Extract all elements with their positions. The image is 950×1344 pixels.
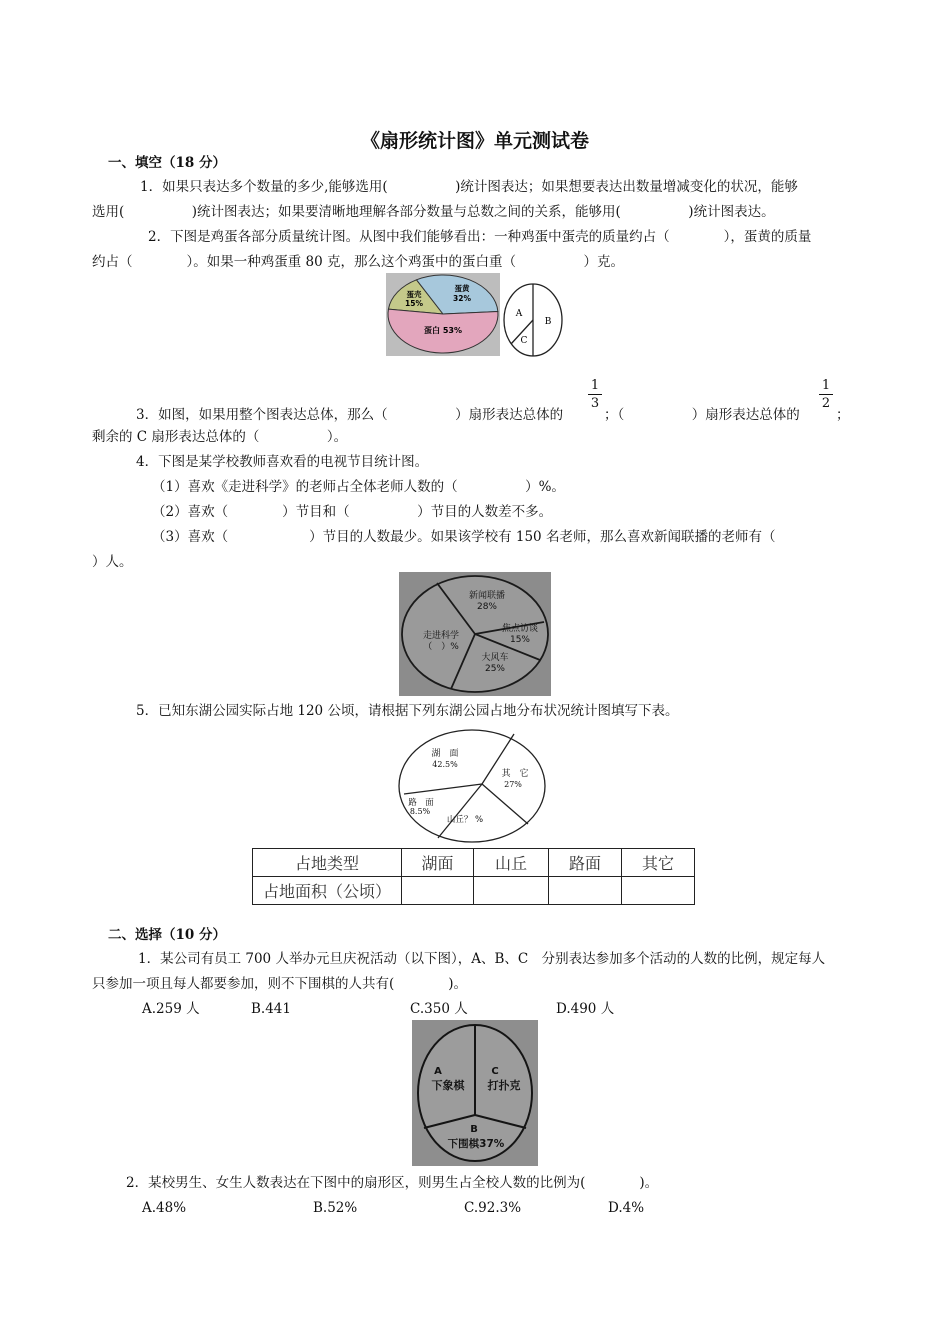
land-header-type: 占地类型 bbox=[253, 849, 402, 877]
egg-label-shell: 蛋壳 bbox=[406, 290, 422, 299]
s2-q1-option-b[interactable]: B.441 bbox=[251, 1001, 291, 1017]
fraction-one-half bbox=[819, 378, 833, 411]
tv-label-windmill: 大风车 bbox=[481, 653, 509, 663]
land-header-lake: 湖面 bbox=[402, 849, 474, 877]
land-table-header-row bbox=[253, 849, 695, 877]
q4-sub3-end: ）人。 bbox=[92, 554, 133, 570]
park-label-other: 其 它 bbox=[501, 769, 529, 779]
tv-label-focus: 焦点访谈 bbox=[501, 624, 539, 634]
land-header-road: 路面 bbox=[549, 849, 622, 877]
activity-pie-chart bbox=[412, 1020, 538, 1166]
s2-q2-option-d[interactable]: D.4% bbox=[608, 1200, 645, 1216]
land-area-hill-cell[interactable] bbox=[474, 877, 549, 905]
q2-line2: 约占（ ）。如果一种鸡蛋重 80 克，那么这个鸡蛋中的蛋白重（ ）克。 bbox=[92, 254, 625, 270]
egg-pie-chart bbox=[386, 273, 500, 356]
abc-circle-diagram bbox=[501, 282, 565, 358]
fraction-one-half-denominator: 2 bbox=[821, 396, 831, 411]
q4-sub2: （2）喜欢（ ）节目和（ ）节目的人数差不多。 bbox=[152, 504, 553, 520]
egg-pct-shell: 15% bbox=[405, 299, 423, 308]
s2-q1-line1: 1．某公司有员工 700 人举办元旦庆祝活动（以下图），A、B、C 分别表达参加多个活动的人数的比例，规定每人 bbox=[138, 951, 826, 967]
land-table-area-row bbox=[253, 877, 695, 905]
land-area-road-cell[interactable] bbox=[549, 877, 622, 905]
s2-q2-line1: 2．某校男生、女生人数表达在下图中的扇形区，则男生占全校人数的比例为( )。 bbox=[126, 1175, 659, 1191]
abc-label-a: A bbox=[515, 309, 523, 319]
fraction-one-third-bar bbox=[588, 394, 602, 395]
activity-letter-c: C bbox=[491, 1066, 499, 1077]
q4-sub3: （3）喜欢（ ）节目的人数最少。如果该学校有 150 名老师，那么喜欢新闻联播的老师有（ bbox=[152, 529, 776, 545]
fraction-one-third-numerator: 1 bbox=[590, 378, 600, 393]
land-header-hill: 山丘 bbox=[474, 849, 549, 877]
park-pct-lake: 42.5% bbox=[432, 760, 458, 769]
s2-q1-line2: 只参加一项且每人都要参加，则不下围棋的人共有( )。 bbox=[92, 976, 468, 992]
tv-pct-science: （ ）% bbox=[423, 642, 459, 652]
abc-label-b: B bbox=[544, 317, 552, 327]
park-pct-other: 27% bbox=[504, 780, 522, 789]
q4-sub1: （1）喜欢《走进科学》的老师占全体老师人数的（ ）%。 bbox=[152, 479, 565, 495]
park-label-lake: 湖 面 bbox=[431, 749, 459, 759]
land-use-table bbox=[252, 848, 695, 905]
s2-q2-option-a[interactable]: A.48% bbox=[142, 1200, 187, 1216]
q3-line1-part-b: ；（ ）扇形表达总体的 bbox=[604, 407, 800, 423]
activity-letter-a: A bbox=[434, 1066, 442, 1077]
tv-pct-windmill: 25% bbox=[484, 664, 506, 674]
egg-pct-yolk: 32% bbox=[453, 294, 471, 303]
page-title: 《扇形统计图》单元测试卷 bbox=[360, 130, 589, 152]
fraction-one-third bbox=[588, 378, 602, 411]
s2-q1-option-a[interactable]: A.259 人 bbox=[142, 1001, 200, 1017]
land-area-other-cell[interactable] bbox=[622, 877, 695, 905]
abc-label-c: C bbox=[520, 336, 528, 346]
section-heading-choice: 二、选择（10 分） bbox=[108, 927, 226, 943]
tv-pct-focus: 15% bbox=[509, 635, 531, 645]
s2-q2-option-c[interactable]: C.92.3% bbox=[464, 1200, 522, 1216]
egg-slices bbox=[388, 275, 498, 353]
q3-line1-part-c: ； bbox=[836, 407, 850, 423]
q1-line1: 1．如果只表达多个数量的多少,能够选用( )统计图表达；如果想要表达出数量增减变化的状况，能够 bbox=[140, 179, 798, 195]
tv-pct-news: 28% bbox=[476, 602, 498, 612]
fraction-one-half-numerator: 1 bbox=[821, 378, 831, 393]
park-label-hill: 山丘？ % bbox=[446, 815, 484, 825]
section-heading-fill-blank: 一、填空（18 分） bbox=[108, 155, 226, 171]
park-chart-outline bbox=[399, 730, 545, 842]
park-label-road: 路 面 bbox=[408, 798, 434, 808]
activity-label-chess: 下象棋 bbox=[431, 1079, 465, 1092]
q3-line2: 剩余的 C 扇形表达总体的（ ）。 bbox=[92, 429, 348, 445]
s2-q2-option-b[interactable]: B.52% bbox=[313, 1200, 358, 1216]
land-header-other: 其它 bbox=[622, 849, 695, 877]
tv-program-pie-chart bbox=[399, 572, 551, 696]
fraction-one-third-denominator: 3 bbox=[590, 396, 600, 411]
q2-line1: 2．下图是鸡蛋各部分质量统计图。从图中我们能够看出：一种鸡蛋中蛋壳的质量约占（ ），蛋黄的质量 bbox=[148, 229, 812, 245]
fraction-one-half-bar bbox=[819, 394, 833, 395]
tv-label-science: 走进科学 bbox=[422, 631, 460, 641]
q4-intro: 4．下图是某学校教师喜欢看的电视节目统计图。 bbox=[136, 454, 429, 470]
q3-line1-part-a: 3．如图，如果用整个图表达总体，那么（ ）扇形表达总体的 bbox=[136, 407, 564, 423]
egg-label-yolk: 蛋黄 bbox=[454, 284, 470, 293]
s2-q1-option-c[interactable]: C.350 人 bbox=[410, 1001, 468, 1017]
activity-label-go: 下围棋37% bbox=[447, 1138, 505, 1150]
s2-q1-option-d[interactable]: D.490 人 bbox=[556, 1001, 615, 1017]
activity-label-poker: 打扑克 bbox=[487, 1079, 521, 1092]
egg-label-white: 蛋白 53% bbox=[424, 326, 462, 335]
park-pct-road: 8.5% bbox=[409, 807, 431, 816]
q5-intro: 5．已知东湖公园实际占地 120 公顷，请根据下列东湖公园占地分布状况统计图填写下表。 bbox=[136, 703, 679, 719]
park-pie-chart bbox=[396, 726, 548, 846]
land-row-label-area: 占地面积（公顷） bbox=[253, 877, 402, 905]
activity-letter-b: B bbox=[470, 1124, 478, 1135]
q1-line2: 选用( )统计图表达；如果要清晰地理解各部分数量与总数之间的关系，能够用( )统计图表达。 bbox=[92, 204, 775, 220]
land-area-lake-cell[interactable] bbox=[402, 877, 474, 905]
tv-label-news: 新闻联播 bbox=[468, 591, 506, 601]
